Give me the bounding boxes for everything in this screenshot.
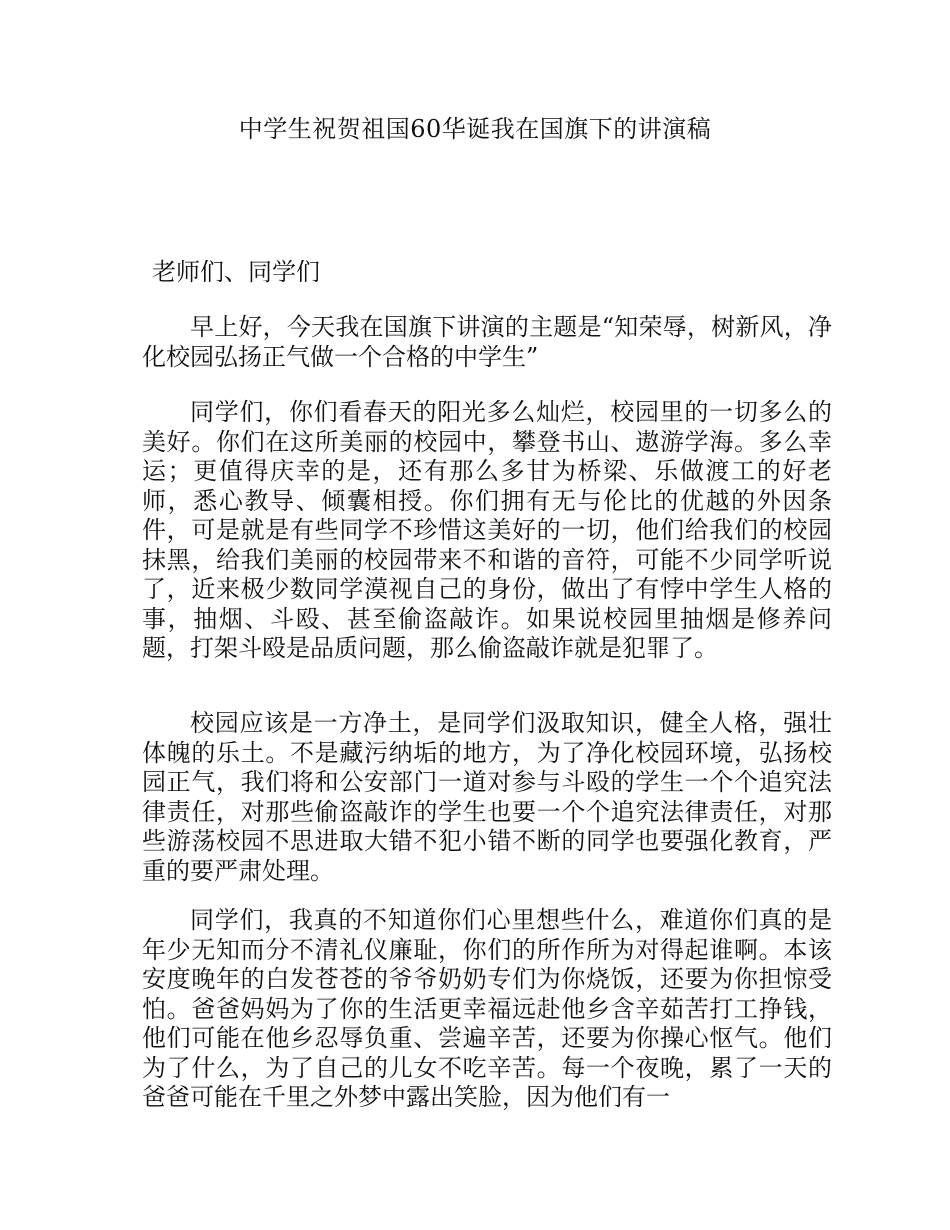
paragraph-parents: 同学们，我真的不知道你们心里想些什么，难道你们真的是年少无知而分不清礼仪廉耻，你们的所作所为对得起谁啊。本该安度晚年的白发苍苍的爷爷奶奶专们为你烧饭，还要为你担惊受怕。爸爸妈妈为了你的生活更幸福远赴他乡含辛茹苦打工挣钱，他们可能在他乡忍辱负重、尝遍辛苦，还要为你操心怄气。他们为了什么，为了自己的儿女不吃辛苦。每一个夜晚，累了一天的爸爸可能在千里之外梦中露出笑脸，因为他们有一 bbox=[142, 906, 832, 1111]
paragraph-campus: 同学们，你们看春天的阳光多么灿烂，校园里的一切多么的美好。你们在这所美丽的校园中，攀登书山、遨游学海。多么幸运；更值得庆幸的是，还有那么多甘为桥梁、乐做渡工的好老师，悉心教导、倾囊相授。你们拥有无与伦比的优越的外因条件，可是就是有些同学不珍惜这美好的一切，他们给我们的校园抹黑，给我们美丽的校园带来不和谐的音符，可能不少同学听说了，近来极少数同学漠视自己的身份，做出了有悖中学生人格的事，抽烟、斗殴、甚至偷盗敲诈。如果说校园里抽烟是修养问题，打架斗殴是品质问题，那么偷盗敲诈就是犯罪了。 bbox=[142, 398, 832, 662]
paragraph-greeting: 早上好，今天我在国旗下讲演的主题是“知荣辱，树新风，净化校园弘扬正气做一个合格的中学生” bbox=[142, 313, 832, 371]
paragraph-pure-land: 校园应该是一方净土，是同学们汲取知识，健全人格，强壮体魄的乐土。不是藏污纳垢的地方，为了净化校园环境，弘扬校园正气，我们将和公安部门一道对参与斗殴的学生一个个追究法律责任，对那些偷盗敲诈的学生也要一个个追究法律责任，对那些游荡校园不思进取大错不犯小错不断的同学也要强化教育，严重的要严肃处理。 bbox=[142, 709, 832, 885]
salutation: 老师们、同学们 bbox=[152, 258, 320, 286]
document-title: 中学生祝贺祖国60华诞我在国旗下的讲演稿 bbox=[238, 115, 712, 143]
